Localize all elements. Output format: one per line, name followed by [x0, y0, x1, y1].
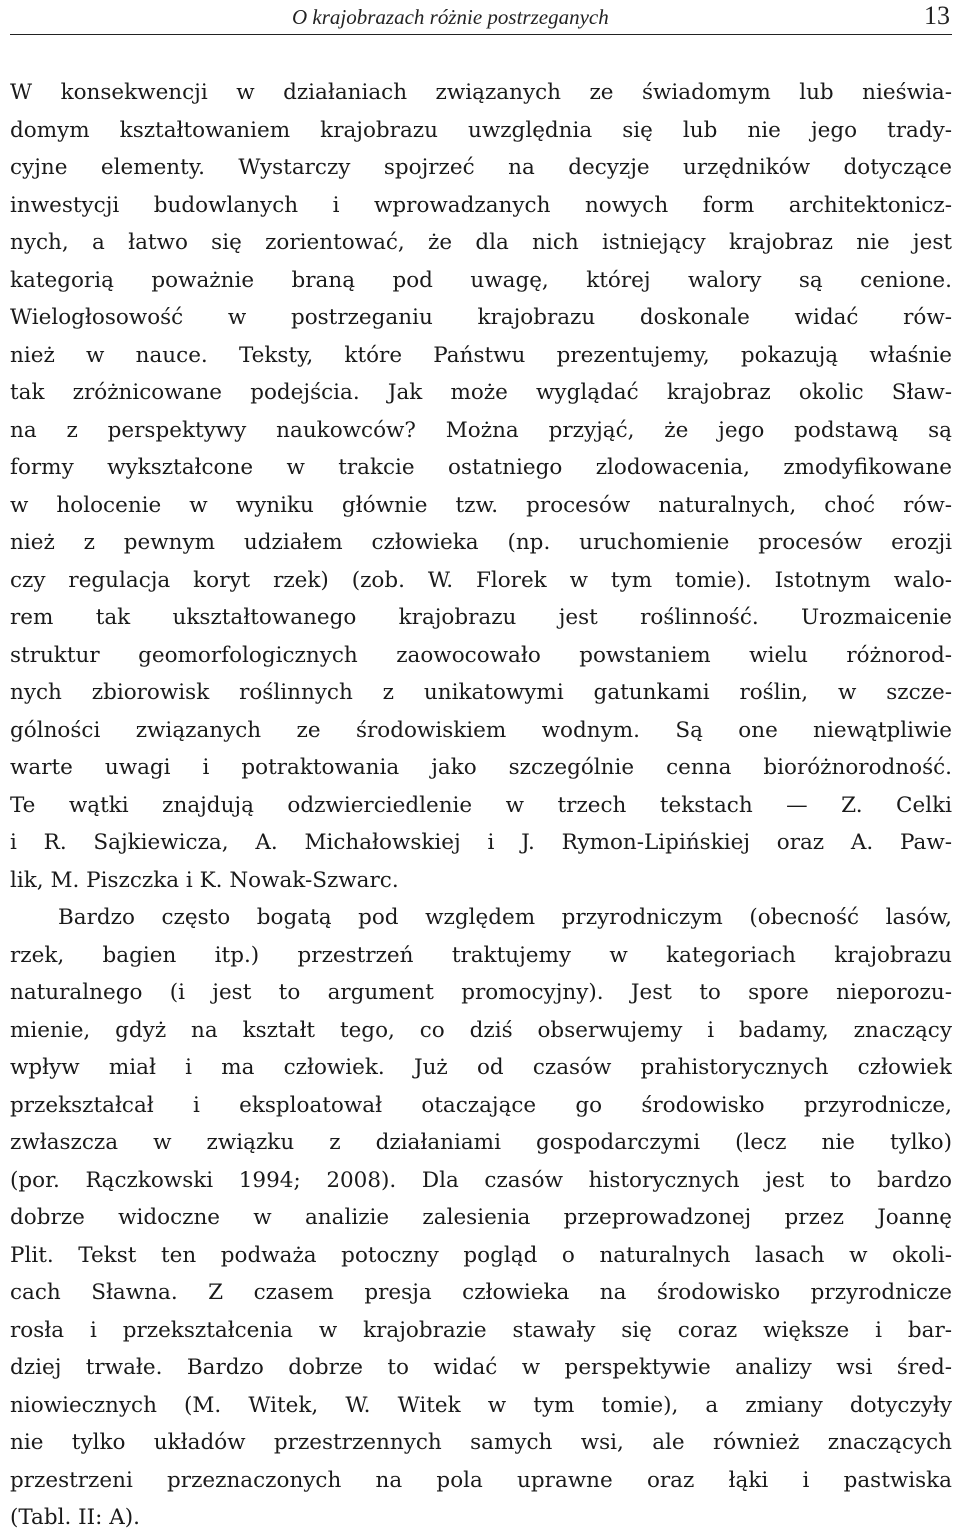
text-line: gólności związanych ze środowiskiem wodnym. Są one niewątpliwie [10, 717, 952, 743]
text-line: warte uwagi i potraktowania jako szczególnie cenna bioróżnorodność. [10, 755, 952, 780]
text-line: cyjne elementy. Wystarczy spojrzeć na decyzje urzędników dotyczące [10, 155, 952, 180]
text-line: nież w nauce. Teksty, które Państwu prezentujemy, pokazują właśnie [10, 342, 952, 368]
text-line: w holocenie w wyniku głównie tzw. procesów naturalnych, choć rów- [10, 492, 952, 518]
running-header-title: O krajobrazach różnie postrzeganych [292, 5, 609, 29]
running-header [10, 0, 952, 35]
paragraph-1 [10, 74, 952, 899]
text-line: na z perspektywy naukowców? Można przyjąć, że jego podstawą są [10, 417, 952, 443]
text-line: rzek, bagien itp.) przestrzeń traktujemy w kategoriach krajobrazu [10, 942, 952, 968]
text-line: Plit. Tekst ten podważa potoczny pogląd o naturalnych lasach w okoli- [10, 1242, 952, 1268]
text-line: naturalnego (i jest to argument promocyjny). Jest to spore nieporozu- [10, 980, 952, 1005]
paragraph-2 [10, 899, 952, 1537]
text-line: Wielogłosowość w postrzeganiu krajobrazu doskonale widać rów- [10, 305, 952, 330]
text-line: inwestycji budowlanych i wprowadzanych nowych form architektonicz- [10, 192, 952, 218]
text-line: rosła i przekształcenia w krajobrazie stawały się coraz większe i bar- [10, 1317, 952, 1343]
text-line: dziej trwałe. Bardzo dobrze to widać w perspektywie analizy wsi śred- [10, 1355, 952, 1380]
text-line: cach Sławna. Z czasem presja człowieka na środowisko przyrodnicze [10, 1280, 952, 1305]
text-line: nych, a łatwo się zorientować, że dla nich istniejący krajobraz nie jest [10, 230, 952, 255]
text-line: nież z pewnym udziałem człowieka (np. uruchomienie procesów erozji [10, 530, 952, 555]
text-line: zwłaszcza w związku z działaniami gospodarczymi (lecz nie tylko) [10, 1130, 952, 1155]
text-line: (Tabl. II: A). [10, 1505, 140, 1530]
text-line: czy regulacja koryt rzek) (zob. W. Florek w tym tomie). Istotnym walo- [10, 567, 952, 593]
text-line: niowiecznych (M. Witek, W. Witek w tym tomie), a zmiany dotyczyły [10, 1392, 952, 1418]
body-text [10, 74, 952, 1537]
text-line: formy wykształcone w trakcie ostatniego zlodowacenia, zmodyfikowane [10, 455, 952, 480]
text-line: przekształcał i eksploatował otaczające go środowisko przyrodnicze, [10, 1092, 952, 1118]
text-line: wpływ miał i ma człowiek. Już od czasów prahistorycznych człowiek [10, 1055, 952, 1080]
text-line: domym kształtowaniem krajobrazu uwzględnia się lub nie jego trady- [10, 117, 952, 143]
text-line: Bardzo często bogatą pod względem przyrodniczym (obecność lasów, [58, 905, 952, 930]
text-line: przestrzeni przeznaczonych na pola uprawne oraz łąki i pastwiska [10, 1467, 952, 1493]
text-line: W konsekwencji w działaniach związanych ze świadomym lub nieświa- [10, 80, 952, 105]
text-line: kategorią poważnie braną pod uwagę, której walory są cenione. [10, 267, 952, 293]
text-line: Te wątki znajdują odzwierciedlenie w trzech tekstach — Z. Celki [10, 792, 952, 818]
text-line: lik, M. Piszczka i K. Nowak-Szwarc. [10, 867, 399, 893]
text-line: rem tak ukształtowanego krajobrazu jest roślinność. Urozmaicenie [10, 605, 952, 630]
page-number: 13 [924, 1, 950, 30]
text-line: i R. Sajkiewicza, A. Michałowskiej i J. Rymon-Lipińskiej oraz A. Paw- [10, 830, 952, 855]
text-line: mienie, gdyż na kształt tego, co dziś obserwujemy i badamy, znaczący [10, 1017, 952, 1043]
text-line: nie tylko układów przestrzennych samych wsi, ale również znaczących [10, 1430, 952, 1455]
text-line: dobrze widoczne w analizie zalesienia przeprowadzonej przez Joannę [10, 1205, 952, 1230]
document-page [10, 0, 952, 1530]
text-line: struktur geomorfologicznych zaowocowało powstaniem wielu różnorod- [10, 642, 952, 668]
text-line: nych zbiorowisk roślinnych z unikatowymi gatunkami roślin, w szcze- [10, 680, 952, 705]
text-line: tak zróżnicowane podejścia. Jak może wyglądać krajobraz okolic Sław- [10, 380, 952, 405]
text-line: (por. Rączkowski 1994; 2008). Dla czasów historycznych jest to bardzo [10, 1167, 952, 1193]
